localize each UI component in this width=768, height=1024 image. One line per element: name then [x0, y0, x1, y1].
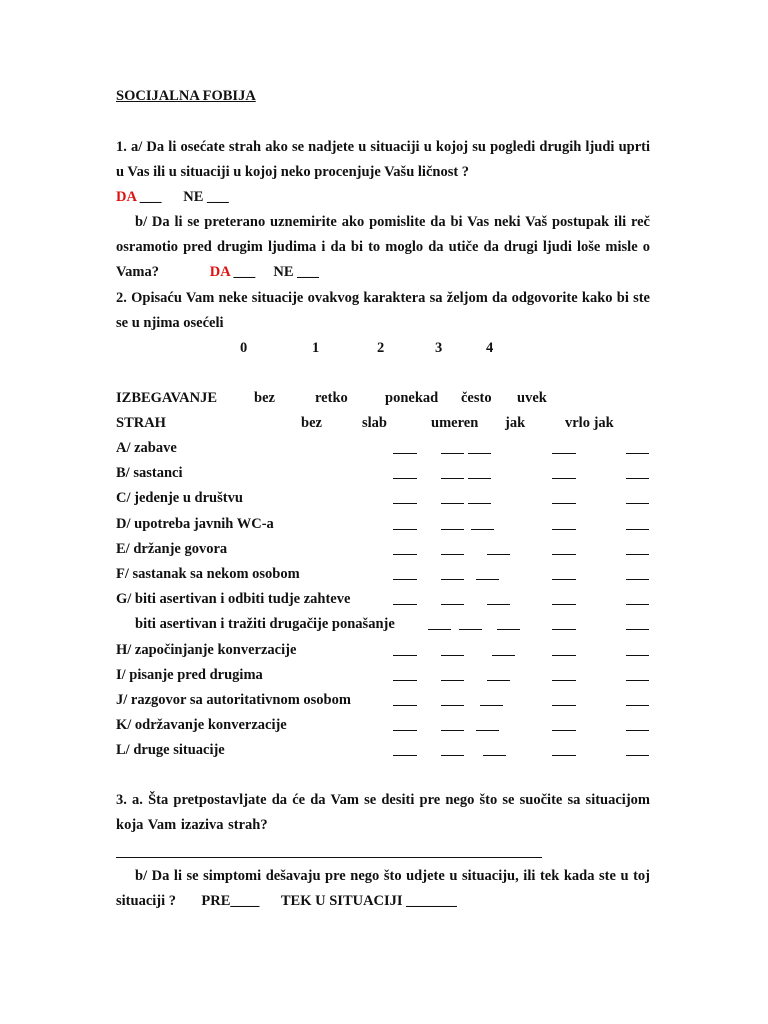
situation-item-label: A/ zabave — [116, 440, 177, 456]
situation-answer-blank-3[interactable] — [552, 453, 576, 454]
situation-item-label: E/ držanje govora — [116, 540, 228, 557]
situation-answer-blank-0[interactable] — [393, 554, 417, 555]
situation-answer-blank-4[interactable] — [626, 705, 649, 706]
question-1b — [116, 210, 650, 285]
situation-item-label: H/ započinjanje konverzacije — [116, 641, 297, 658]
answer-1b-da-label: DA — [209, 264, 230, 280]
situation-answer-blank-2[interactable] — [487, 604, 510, 605]
situation-answer-blank-4[interactable] — [626, 730, 649, 731]
situation-answer-blank-2[interactable] — [468, 503, 491, 504]
situation-answer-blank-0[interactable] — [393, 478, 417, 479]
situation-answer-blank-1[interactable] — [441, 604, 464, 605]
situation-answer-blank-0[interactable] — [393, 730, 417, 731]
situation-answer-blank-4[interactable] — [626, 554, 649, 555]
fear-level-3: jak — [505, 415, 526, 431]
situation-answer-blank-1[interactable] — [441, 655, 464, 656]
situation-answer-blank-1[interactable] — [441, 503, 464, 504]
answer-1a-ne[interactable]: NE ___ — [183, 189, 229, 205]
situation-answer-blank-0[interactable] — [393, 529, 417, 530]
situation-answer-blank-2[interactable] — [476, 579, 499, 580]
page-title: SOCIJALNA FOBIJA — [116, 88, 256, 104]
situation-answer-blank-1[interactable] — [441, 755, 464, 756]
situation-answer-blank-2[interactable] — [487, 680, 510, 681]
situation-answer-blank-0[interactable] — [428, 629, 451, 630]
question-3a-answer-line[interactable] — [116, 857, 542, 858]
situation-item-label: J/ razgovor sa autoritativnom osobom — [116, 692, 351, 708]
fear-level-4: vrlo jak — [565, 415, 614, 431]
situation-answer-blank-2[interactable] — [471, 529, 494, 530]
situation-item-label: F/ sastanak sa nekom osobom — [116, 566, 300, 582]
situation-answer-blank-3[interactable] — [552, 655, 576, 656]
situation-answer-blank-3[interactable] — [552, 755, 576, 756]
situation-answer-blank-4[interactable] — [626, 680, 649, 681]
situation-answer-blank-4[interactable] — [626, 478, 649, 479]
situation-answer-blank-0[interactable] — [393, 453, 417, 454]
situation-answer-blank-3[interactable] — [552, 478, 576, 479]
question-3a — [116, 788, 650, 838]
situation-item-label: biti asertivan i tražiti drugačije ponašanje — [135, 616, 395, 633]
situation-answer-blank-1[interactable] — [441, 730, 464, 731]
question-1a-text: 1. a/ Da li osećate strah ako se nadjete u situaciji u kojoj su pogledi drugih ljudi uprti u Vas ili u situaciji u kojoj neko procenjuje Vašu ličnost ? — [116, 139, 650, 180]
question-2-text: 2. Opisaću Vam neke situacije ovakvog karaktera sa željom da odgovorite kako bi ste se u njima osećeli — [116, 290, 650, 331]
avoidance-label: IZBEGAVANJE — [116, 390, 218, 406]
situation-answer-blank-4[interactable] — [626, 453, 649, 454]
situation-answer-blank-2[interactable] — [492, 655, 515, 656]
question-1b-text: b/ Da li se preterano uznemirite ako pomislite da bi Vas neki Vaš postupak ili reč osramotio pred drugim ljudima i da bi to moglo da utiče da drugi ljudi loše misle o Vama? — [116, 214, 650, 280]
question-3b — [116, 864, 650, 914]
situation-answer-blank-3[interactable] — [552, 604, 576, 605]
fear-level-1: slab — [362, 415, 387, 431]
answer-1b-da-blank[interactable]: ___ — [233, 264, 256, 280]
scale-1: 1 — [312, 340, 320, 356]
situation-answer-blank-1[interactable] — [441, 529, 464, 530]
situation-answer-blank-0[interactable] — [393, 503, 417, 504]
situation-answer-blank-2[interactable] — [483, 755, 506, 756]
situation-answer-blank-3[interactable] — [552, 730, 576, 731]
situation-item-label: I/ pisanje pred drugima — [116, 666, 263, 683]
situation-answer-blank-2[interactable] — [468, 478, 491, 479]
situation-answer-blank-4[interactable] — [626, 604, 649, 605]
situation-answer-blank-2[interactable] — [468, 453, 491, 454]
answer-1a-da-label: DA — [116, 189, 137, 205]
fear-label: STRAH — [116, 415, 166, 431]
question-2 — [116, 286, 650, 336]
situation-answer-blank-0[interactable] — [393, 755, 417, 756]
situation-item-label: L/ druge situacije — [116, 742, 225, 759]
situation-answer-blank-3[interactable] — [552, 529, 576, 530]
avoidance-level-3: često — [461, 390, 492, 406]
situation-item-label: D/ upotreba javnih WC-a — [116, 515, 274, 532]
situation-answer-blank-1[interactable] — [441, 478, 464, 479]
situation-answer-blank-4[interactable] — [626, 629, 649, 630]
situation-answer-blank-1[interactable] — [441, 705, 464, 706]
situation-item-label: C/ jedenje u društvu — [116, 490, 243, 507]
answer-3b-tek[interactable]: TEK U SITUACIJI _______ — [280, 893, 457, 909]
situation-answer-blank-4[interactable] — [626, 655, 649, 656]
question-3b-text: b/ Da li se simptomi dešavaju pre nego što udjete u situaciju, ili tek kada ste u toj situaciji ? — [116, 868, 650, 909]
situation-answer-blank-0[interactable] — [393, 680, 417, 681]
situation-answer-blank-0[interactable] — [393, 655, 417, 656]
situation-answer-blank-3[interactable] — [552, 705, 576, 706]
situation-answer-blank-2[interactable] — [497, 629, 520, 630]
situation-answer-blank-1[interactable] — [441, 554, 464, 555]
situation-answer-blank-4[interactable] — [626, 579, 649, 580]
situation-answer-blank-0[interactable] — [393, 705, 417, 706]
situation-answer-blank-3[interactable] — [552, 554, 576, 555]
situation-answer-blank-3[interactable] — [552, 579, 576, 580]
avoidance-level-4: uvek — [517, 390, 547, 406]
answer-3b-pre[interactable]: PRE____ — [201, 893, 260, 909]
situation-answer-blank-2[interactable] — [487, 554, 510, 555]
scale-2: 2 — [377, 340, 385, 356]
situation-answer-blank-3[interactable] — [552, 503, 576, 504]
situation-answer-blank-1[interactable] — [441, 579, 464, 580]
situation-item-label: G/ biti asertivan i odbiti tudje zahteve — [116, 591, 351, 608]
answer-1b-ne[interactable]: NE ___ — [273, 264, 319, 280]
situation-item-label: K/ održavanje konverzacije — [116, 717, 287, 734]
avoidance-level-2: ponekad — [385, 390, 439, 406]
situation-answer-blank-3[interactable] — [552, 680, 576, 681]
situation-answer-blank-0[interactable] — [393, 604, 417, 605]
situation-item-label: B/ sastanci — [116, 465, 183, 482]
answer-1a-da-blank[interactable]: ___ — [139, 189, 162, 205]
situation-answer-blank-4[interactable] — [626, 529, 649, 530]
situation-answer-blank-1[interactable] — [459, 629, 482, 630]
situation-answer-blank-2[interactable] — [480, 705, 503, 706]
situation-answer-blank-1[interactable] — [441, 680, 464, 681]
scale-0: 0 — [240, 340, 248, 356]
question-1a — [116, 135, 650, 210]
fear-level-0: bez — [301, 415, 322, 431]
situation-answer-blank-4[interactable] — [626, 503, 649, 504]
situation-answer-blank-0[interactable] — [393, 579, 417, 580]
avoidance-level-0: bez — [254, 390, 275, 406]
situation-answer-blank-3[interactable] — [552, 629, 576, 630]
avoidance-level-1: retko — [315, 390, 348, 406]
scale-3: 3 — [435, 340, 443, 356]
situation-answer-blank-4[interactable] — [626, 755, 649, 756]
question-3a-text: 3. a. Šta pretpostavljate da će da Vam se desiti pre nego što se suočite sa situacijom koja Vam izaziva strah? — [116, 792, 650, 833]
situation-answer-blank-2[interactable] — [476, 730, 499, 731]
fear-level-2: umeren — [431, 415, 479, 431]
situation-answer-blank-1[interactable] — [441, 453, 464, 454]
scale-4: 4 — [486, 340, 494, 356]
